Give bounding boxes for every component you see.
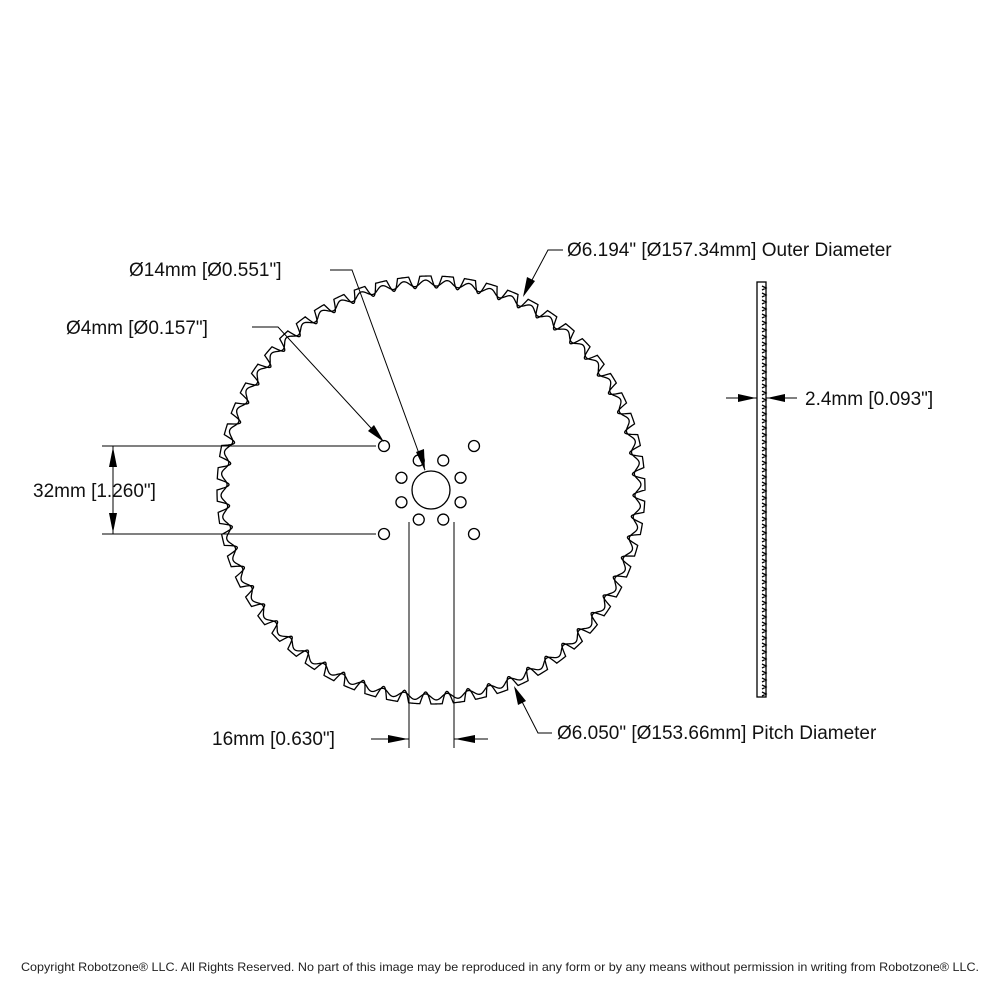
- bore-leader-arrow: [416, 449, 425, 471]
- hub-hole: [396, 497, 407, 508]
- center-bore: [412, 471, 450, 509]
- hub-hole: [396, 472, 407, 483]
- hub-hole: [455, 472, 466, 483]
- mounting-hole-pattern: [379, 441, 480, 540]
- thickness-arrow-left: [738, 394, 756, 402]
- mounting-hole: [469, 529, 480, 540]
- outer-diameter-arrow: [523, 277, 535, 297]
- hub-hole: [413, 514, 424, 525]
- copyright-notice: Copyright Robotzone® LLC. All Rights Reserved. No part of this image may be reproduced in any form or by any means without permission in writing from Robotzone® LLC.: [21, 960, 979, 974]
- pulley-tooth-root-profile: [221, 280, 641, 700]
- mounting-hole: [379, 441, 390, 452]
- pitch-diameter-arrow: [514, 686, 526, 705]
- mounting-hole: [469, 441, 480, 452]
- hub-hole: [438, 514, 449, 525]
- horizontal-spacing-label: 16mm [0.630"]: [212, 729, 335, 750]
- horizontal-arrow-right: [455, 735, 475, 743]
- pulley-front-view: [217, 276, 645, 704]
- mounting-hole: [379, 529, 390, 540]
- hub-hole-pattern: [396, 455, 466, 525]
- vertical-spacing-dimension: [33, 446, 376, 534]
- vertical-arrow-bottom: [109, 513, 117, 533]
- pulley-outer-profile: [217, 276, 645, 704]
- hub-hole: [438, 455, 449, 466]
- pitch-diameter-dimension: [514, 686, 877, 744]
- outer-diameter-dimension: [523, 240, 892, 297]
- vertical-arrow-top: [109, 447, 117, 467]
- pitch-diameter-label: Ø6.050" [Ø153.66mm] Pitch Diameter: [557, 723, 877, 744]
- thickness-arrow-right: [767, 394, 785, 402]
- hole-dimension: [66, 318, 384, 442]
- outer-diameter-label: Ø6.194" [Ø157.34mm] Outer Diameter: [567, 240, 892, 261]
- bore-label: Ø14mm [Ø0.551"]: [129, 260, 282, 281]
- hole-label: Ø4mm [Ø0.157"]: [66, 318, 208, 339]
- hole-leader-line: [252, 327, 382, 440]
- vertical-spacing-label: 32mm [1.260"]: [33, 481, 156, 502]
- outer-diameter-leader: [524, 250, 563, 295]
- horizontal-spacing-dimension: [212, 522, 488, 750]
- horizontal-arrow-left: [388, 735, 408, 743]
- pulley-side-view: [757, 282, 766, 697]
- thickness-label: 2.4mm [0.093"]: [805, 389, 934, 410]
- hub-hole: [455, 497, 466, 508]
